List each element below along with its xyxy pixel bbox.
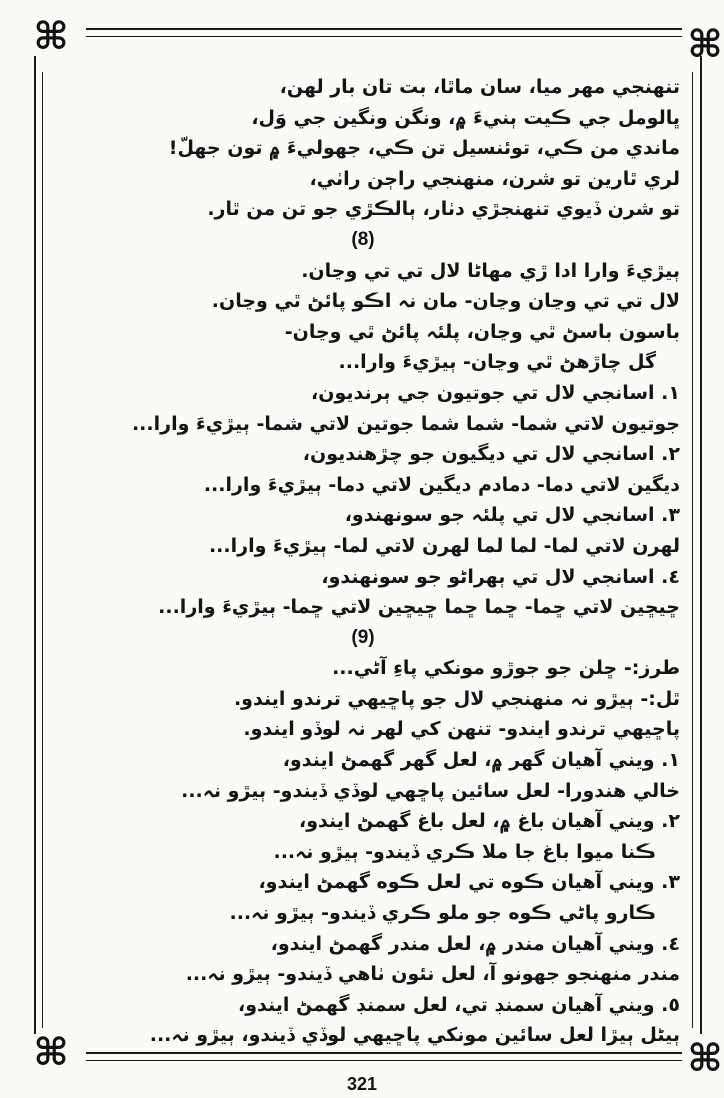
bottom-rule-inner [86,1060,682,1061]
text-line: تو شرن ڏيوي تنهنجڙي دٺار، ٻالڪڙي جو تن من ٿار. [207,198,680,221]
bottom-rule-outer [86,1052,682,1054]
page-number: 321 [346,1074,378,1094]
text-line: ٤. ويني آهيان مندر ۾، لعل مندر گهمڻ ايندو، [270,932,680,955]
text-line: ١. اسانجي لال تي جوتيون جي ٻرنديون، [311,381,680,404]
text-line: پاڇيهي ترندو ايندو- تنهن کي لهر نہ لوڏو ايندو. [243,718,680,741]
text-line: ٿل:- ٻيڙو نہ منهنجي لال جو پاڇيهي ترندو ايندو. [233,687,680,710]
text-line: ٣. اسانجي لال تي پلئہ جو سونهندو، [344,504,680,527]
corner-ornament-bottom-left-icon: ⌘ [33,1030,69,1074]
text-line: ماندي من ڪي، توئنسيل تن ڪي، جهوليءَ ۾ تون جهلّ! [168,137,680,160]
text-line: ڪنا ميوا باغ جا ملا ڪري ڏيندو- ٻيڙو نہ... [273,840,656,863]
left-border-outer [34,56,36,1034]
left-border-inner [42,72,43,1028]
text-line: ٢. اسانجي لال تي ديگيون جو چڙهنديون، [302,443,680,466]
text-line: ٻيڻل ٻيڙا لعل سائين مونکي پاڇيهي لوڏي ڏيندو، ٻيڙو نہ... [149,1024,680,1047]
text-line: مندر منهنجو جهونو آ، لعل نئون ٺاهي ڏيندو- ٻيڙو نہ... [185,963,680,986]
top-rule-outer [86,28,682,30]
right-border-outer [700,56,702,1034]
text-line: ٥. ويني آهيان سمنڊ تي، لعل سمنڊ گهمڻ ايندو، [238,993,680,1016]
text-line: ڪارو پاڻي ڪوه جو ملو ڪري ڏيندو- ٻيڙو نہ... [229,902,656,925]
text-line: خالي هندورا- لعل سائين پاڇهي لوڏي ڏيندو- ٻيڙو نہ... [181,779,680,802]
text-line: ڀالومل جي ڪيت ٻنيءَ ۾، ونگن ونگين جي وَل، [251,106,680,129]
corner-ornament-top-right-icon: ⌘ [687,22,723,66]
text-line: ٣. ويني آهيان ڪوه تي لعل ڪوه گهمڻ ايندو، [258,871,680,894]
corner-ornament-top-left-icon: ⌘ [33,14,69,58]
section-number: (8) [351,228,375,250]
song-text-body [46,72,680,1051]
text-line: ٻيڙيءَ وارا ادا ڙي مهاڻا لال تي تي وڃان. [301,259,680,282]
text-line: لال تي تي وڃان وڃان- مان نہ اڪو پائڻ ٿي وڃان. [211,290,680,313]
right-border-inner [692,72,693,1028]
text-line: ٤. اسانجي لال تي ٻهراڻو جو سونهندو، [321,565,680,588]
text-line: ٢. ويني آهيان باغ ۾، لعل باغ گهمڻ ايندو، [299,810,680,833]
text-line: ديگين لاتي دما- دمادم ديگين لاتي دما- ٻيڙيءَ وارا... [203,473,680,496]
text-line: لري ٿارين تو شرن، منهنجي راڄن راٺي، [309,167,680,190]
text-line: گل چاڙهڻ ٿي وڃان- ٻيڙيءَ وارا... [338,351,656,374]
text-line: جوتيون لاتي شما- شما شما جوتين لاتي شما- ٻيڙيءَ وارا... [131,412,680,435]
section-number: (9) [351,626,375,648]
text-line: لهرن لاتي لما- لما لما لهرن لاتي لما- ٻيڙيءَ وارا... [208,534,680,557]
text-line: طرز:- ڇلن جو جوڙو مونکي پاءِ آڻي... [332,657,680,680]
text-line: ڇيڇين لاتي ڇما- ڇما ڇما ڇيڇين لاتي ڇما- ٻيڙيءَ وارا... [158,596,680,619]
text-line: تنهنجي مهر ميا، سان ماٿا، بت تان بار لهن، [279,76,680,98]
text-line: ١. ويني آهيان گهر ۾، لعل گهر گهمڻ ايندو، [282,749,680,772]
text-line: باسون باسڻ ٿي وڃان، پلئہ پائڻ ٿي وڃان- [284,320,680,343]
top-rule-inner [86,36,682,37]
corner-ornament-bottom-right-icon: ⌘ [687,1036,723,1080]
